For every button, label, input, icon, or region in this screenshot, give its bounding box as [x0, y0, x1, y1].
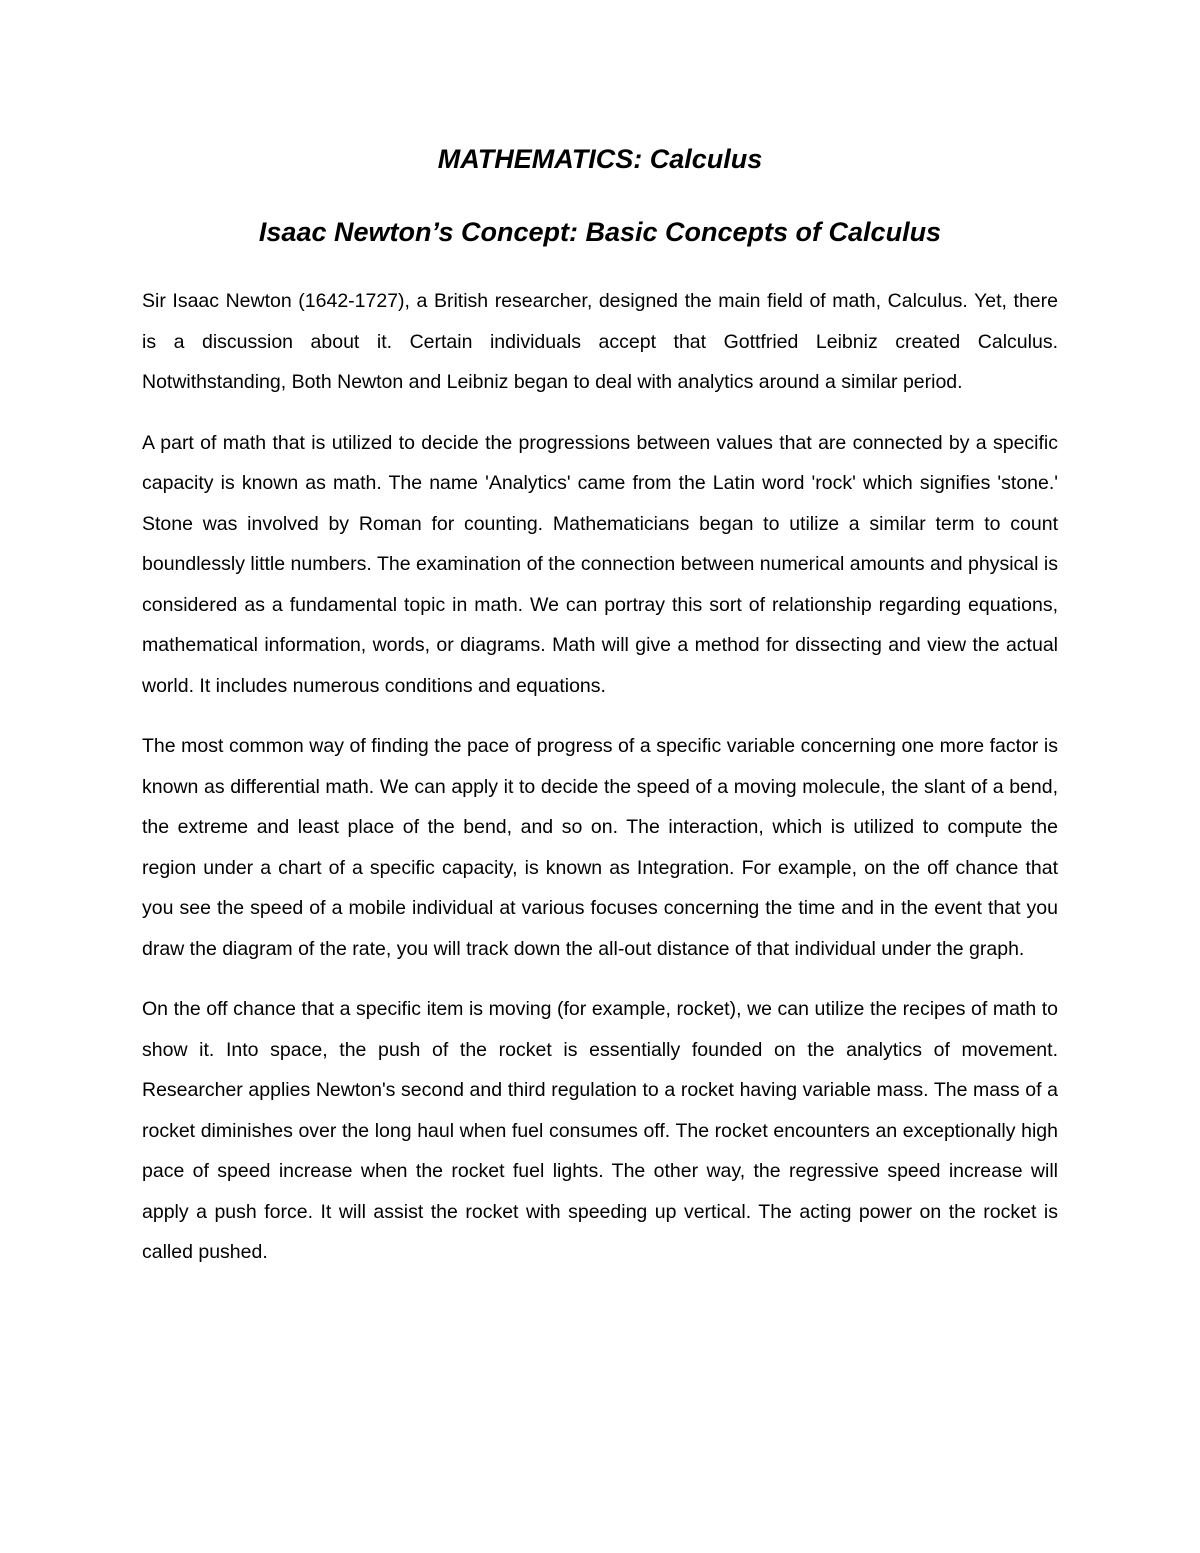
document-title: MATHEMATICS: Calculus: [437, 144, 763, 174]
paragraph-1: Sir Isaac Newton (1642-1727), a British researcher, designed the main field of math, Calculus. Yet, there is a discussion about it. Certain individuals accept that Gottfried Leibniz created Calculus. Notwithstanding, Both Newton and Leibniz began to deal with analytics around a similar period.: [142, 290, 1058, 393]
document-subtitle: Isaac Newton’s Concept: Basic Concepts of Calculus: [258, 217, 942, 247]
paragraph-4: On the off chance that a specific item is moving (for example, rocket), we can utilize the recipes of math to show it. Into space, the push of the rocket is essentially founded on the analytics of movement. Researcher applies Newton's second and third regulation to a rocket having variable mass. The mass of a rocket diminishes over the long haul when fuel consumes off. The rocket encounters an exceptionally high pace of speed increase when the rocket fuel lights. The other way, the regressive speed increase will apply a push force. It will assist the rocket with speeding up vertical. The acting power on the rocket is called pushed.: [142, 998, 1058, 1263]
paragraph-3: The most common way of finding the pace of progress of a specific variable concerning one more factor is known as differential math. We can apply it to decide the speed of a moving molecule, the slant of a bend, the extreme and least place of the bend, and so on. The interaction, which is utilized to compute the region under a chart of a specific capacity, is known as Integration. For example, on the off chance that you see the speed of a mobile individual at various focuses concerning the time and in the event that you draw the diagram of the rate, you will track down the all-out distance of that individual under the graph.: [142, 735, 1058, 960]
document-body: [142, 281, 1058, 1293]
paragraph-2: A part of math that is utilized to decide the progressions between values that are connected by a specific capacity is known as math. The name 'Analytics' came from the Latin word 'rock' which signifies 'stone.' Stone was involved by Roman for counting. Mathematicians began to utilize a similar term to count boundlessly little numbers. The examination of the connection between numerical amounts and physical is considered as a fundamental topic in math. We can portray this sort of relationship regarding equations, mathematical information, words, or diagrams. Math will give a method for dissecting and view the actual world. It includes numerous conditions and equations.: [142, 431, 1058, 697]
